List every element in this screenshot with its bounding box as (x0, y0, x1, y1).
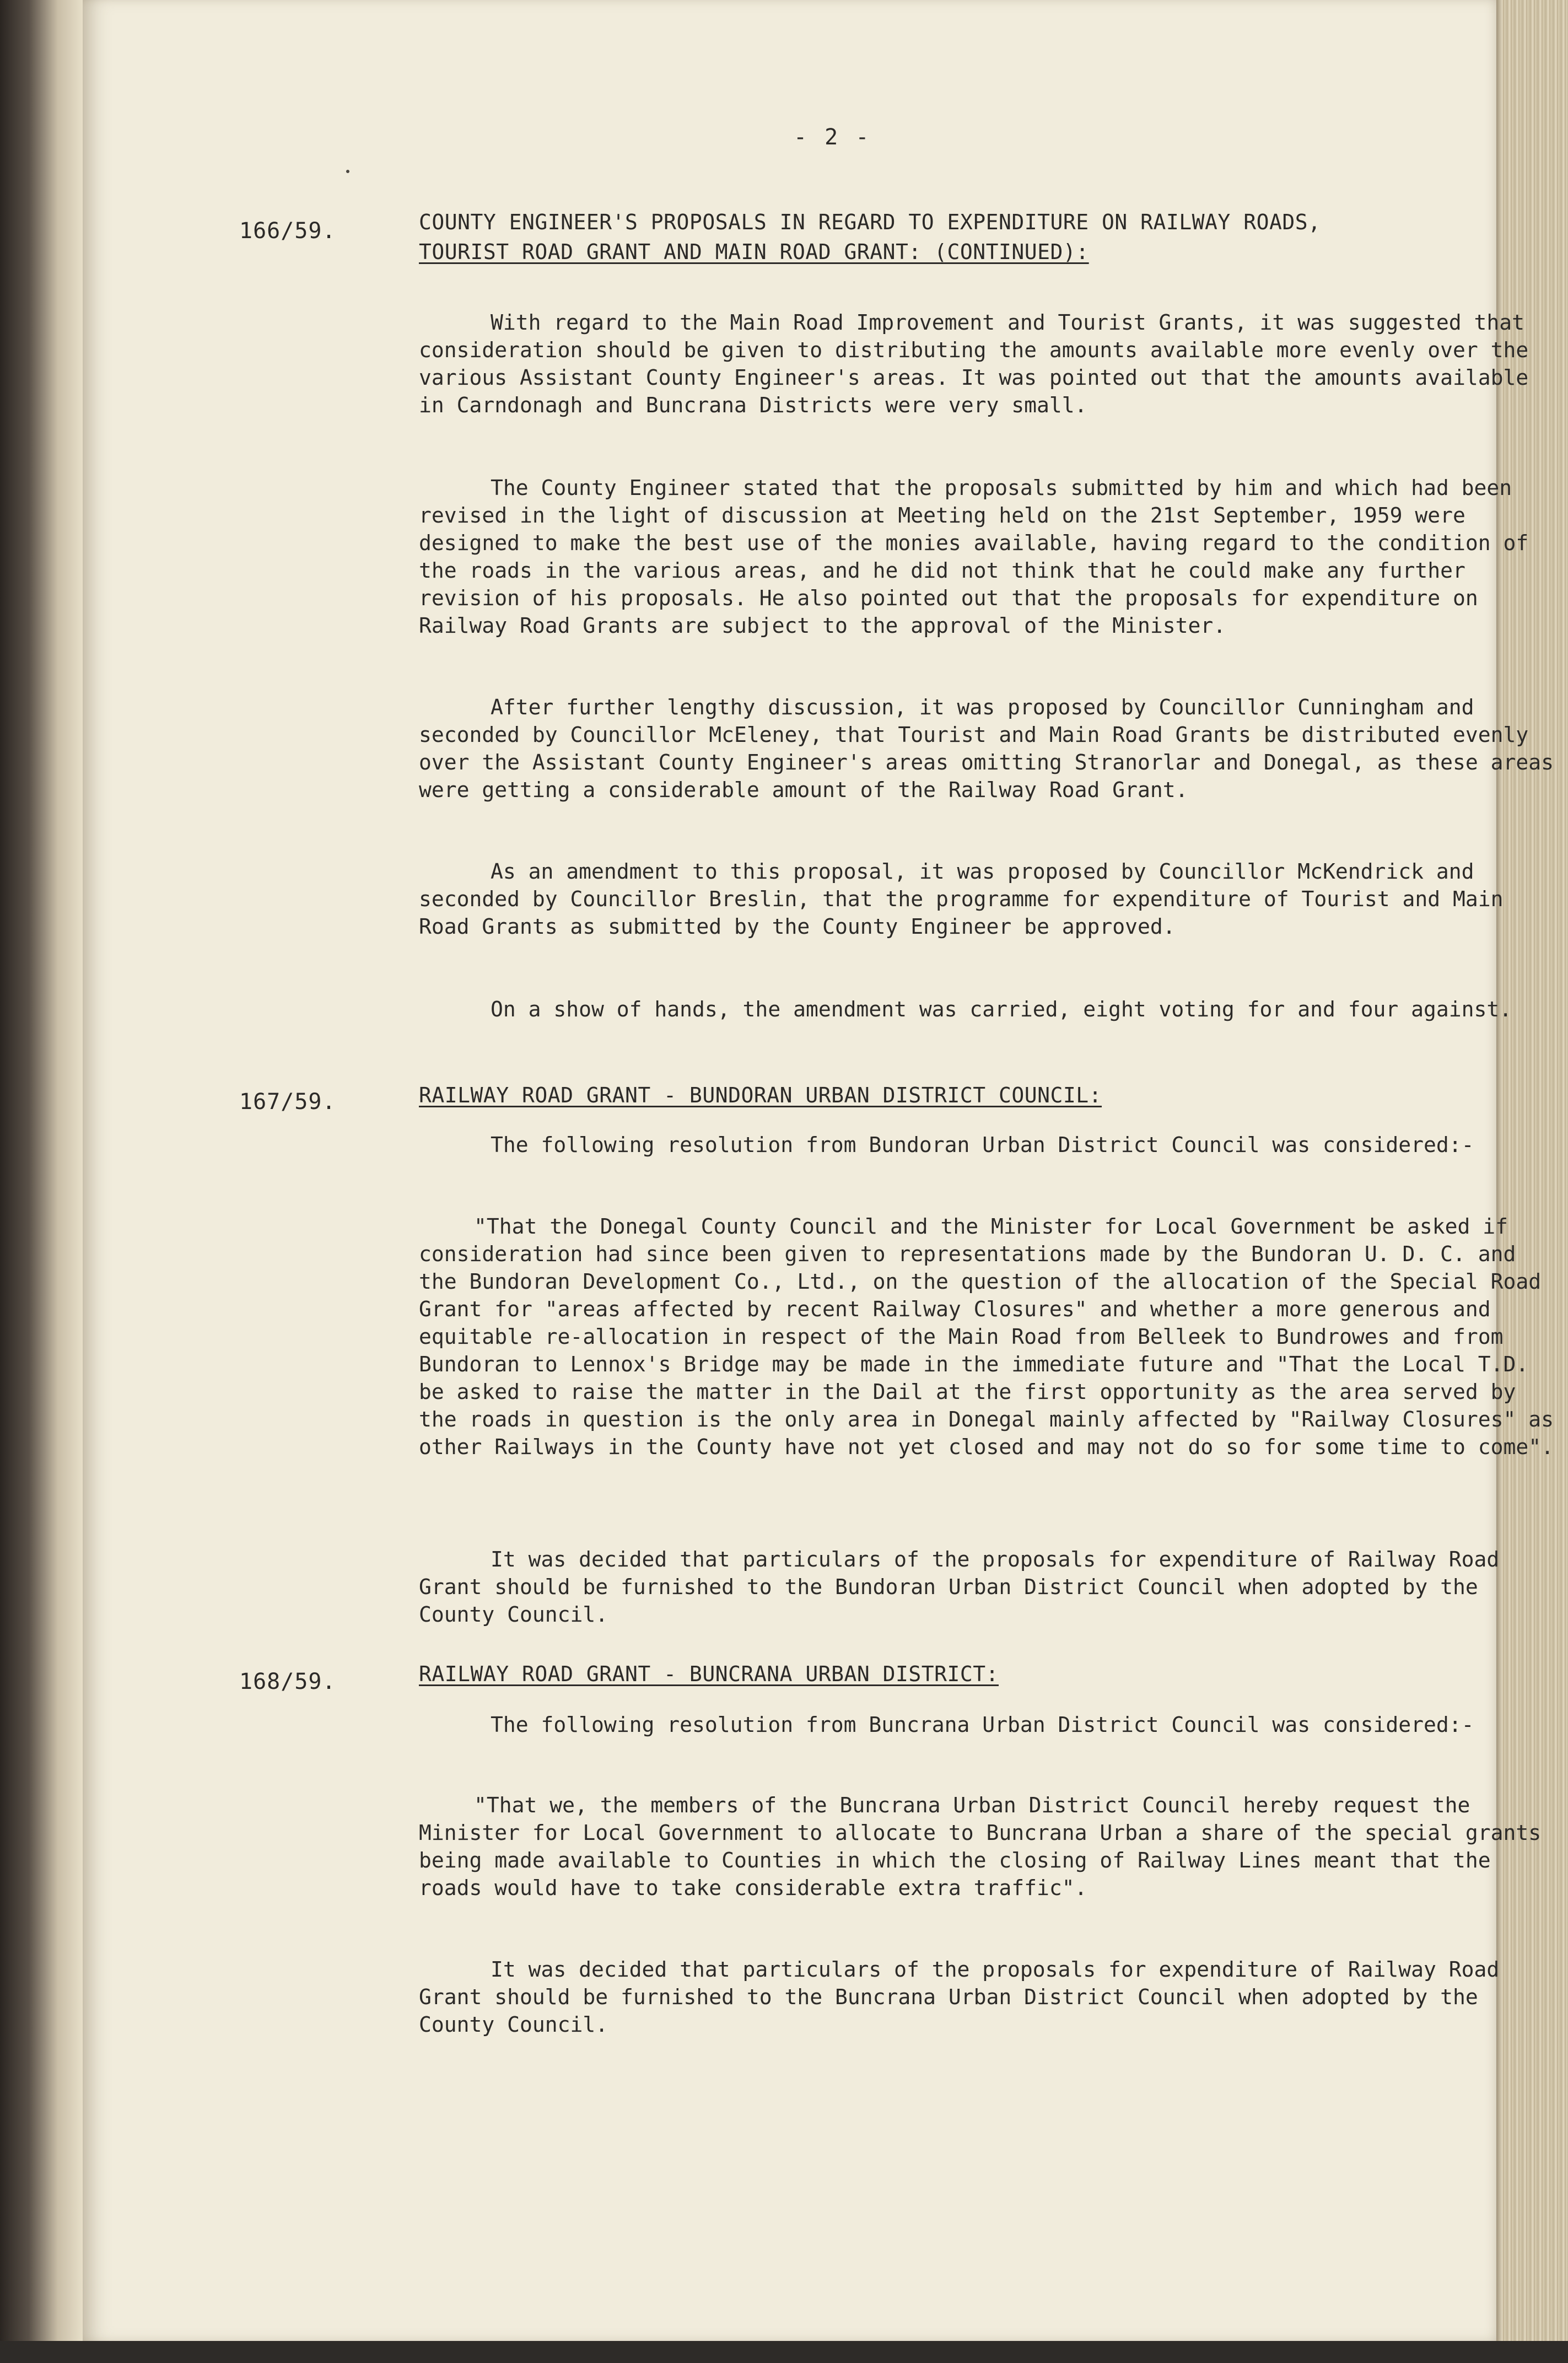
punch-mark (346, 170, 349, 173)
minute-number: 167/59. (239, 1089, 336, 1115)
book-binding (0, 0, 83, 2363)
paragraph: The following resolution from Bundoran Urban District Council was considered:- (491, 1133, 1474, 1157)
paragraph: The County Engineer stated that the proposals submitted by him and which had been revised in the light of discussion at Meeting held on the 21st September, 1959 were designed to make the best use of the monies available, having regard to the condition of the roads in the various areas, and he did not think that he could make any further revision of his proposals. He also pointed out that the proposals for expenditure on Railway Road Grants are subject to the approval of the Minister. (419, 476, 1529, 638)
section-heading (419, 1659, 1466, 1689)
heading-line-underlined: RAILWAY ROAD GRANT - BUNDORAN URBAN DISTRICT COUNCIL: (419, 1083, 1102, 1107)
paragraph: The following resolution from Buncrana Urban District Council was considered:- (491, 1713, 1474, 1737)
quoted-resolution: "That we, the members of the Buncrana Urban District Council hereby request the Minister for Local Government to allocate to Buncrana Urban a share of the special grants being made available to Counties in which the closing of Railway Lines meant that the roads would have to take considerable extra traffic". (419, 1793, 1542, 1900)
paragraph: With regard to the Main Road Improvement and Tourist Grants, it was suggested that consideration should be given to distributing the amounts available more evenly over the various Assistant County Engineer's areas. It was pointed out that the amounts available in Carndonagh and Buncrana Districts were very small. (419, 310, 1529, 417)
page-number: - 2 - (794, 125, 871, 150)
paragraph: On a show of hands, the amendment was carried, eight voting for and four against. (491, 997, 1512, 1021)
quoted-resolution: "That the Donegal County Council and the Minister for Local Government be asked if consideration had since been given to representations made by the Bundoran U. D. C. and the Bundoran Development Co., Ltd., on the question of the allocation of the Special Road Grant for "areas affected by recent Railway Closures" and whether a more generous and equitable re-allocation in respect of the Main Road from Belleek to Bundrowes and from Bundoran to Lennox's Bridge may be made in the immediate future and "That the Local T.D. be asked to raise the matter in the Dail at the first opportunity as the area served by the roads in question is the only area in Donegal mainly affected by "Railway Closures" as other Railways in the County have not yet closed and may not do so for some time to come". (419, 1214, 1554, 1459)
paragraph: After further lengthy discussion, it was proposed by Councillor Cunningham and seconded by Councillor McEleney, that Tourist and Main Road Grants be distributed evenly over the Assistant County Engineer's areas omitting Stranorlar and Donegal, as these areas were getting a considerable amount of the Railway Road Grant. (419, 695, 1554, 802)
scan-bottom-border (0, 2341, 1568, 2363)
paragraph: As an amendment to this proposal, it was proposed by Councillor McKendrick and seconded by Councillor Breslin, that the programme for expenditure of Tourist and Main Road Grants as submitted by the County Engineer be approved. (419, 859, 1504, 939)
heading-line: COUNTY ENGINEER'S PROPOSALS IN REGARD TO EXPENDITURE ON RAILWAY ROADS, (419, 210, 1321, 234)
paragraph: It was decided that particulars of the proposals for expenditure of Railway Road Grant should be furnished to the Bundoran Urban District Council when adopted by the County Council. (419, 1547, 1500, 1627)
heading-line-underlined: TOURIST ROAD GRANT AND MAIN ROAD GRANT: (CONTINUED): (419, 240, 1089, 264)
paragraph: It was decided that particulars of the proposals for expenditure of Railway Road Grant should be furnished to the Buncrana Urban District Council when adopted by the County Council. (419, 1957, 1500, 2037)
heading-line-underlined: RAILWAY ROAD GRANT - BUNCRANA URBAN DISTRICT: (419, 1662, 999, 1686)
minute-number: 166/59. (239, 218, 336, 244)
section-heading (419, 207, 1466, 267)
document-page (83, 0, 1554, 2341)
minute-number: 168/59. (239, 1669, 336, 1694)
section-heading (419, 1080, 1466, 1110)
